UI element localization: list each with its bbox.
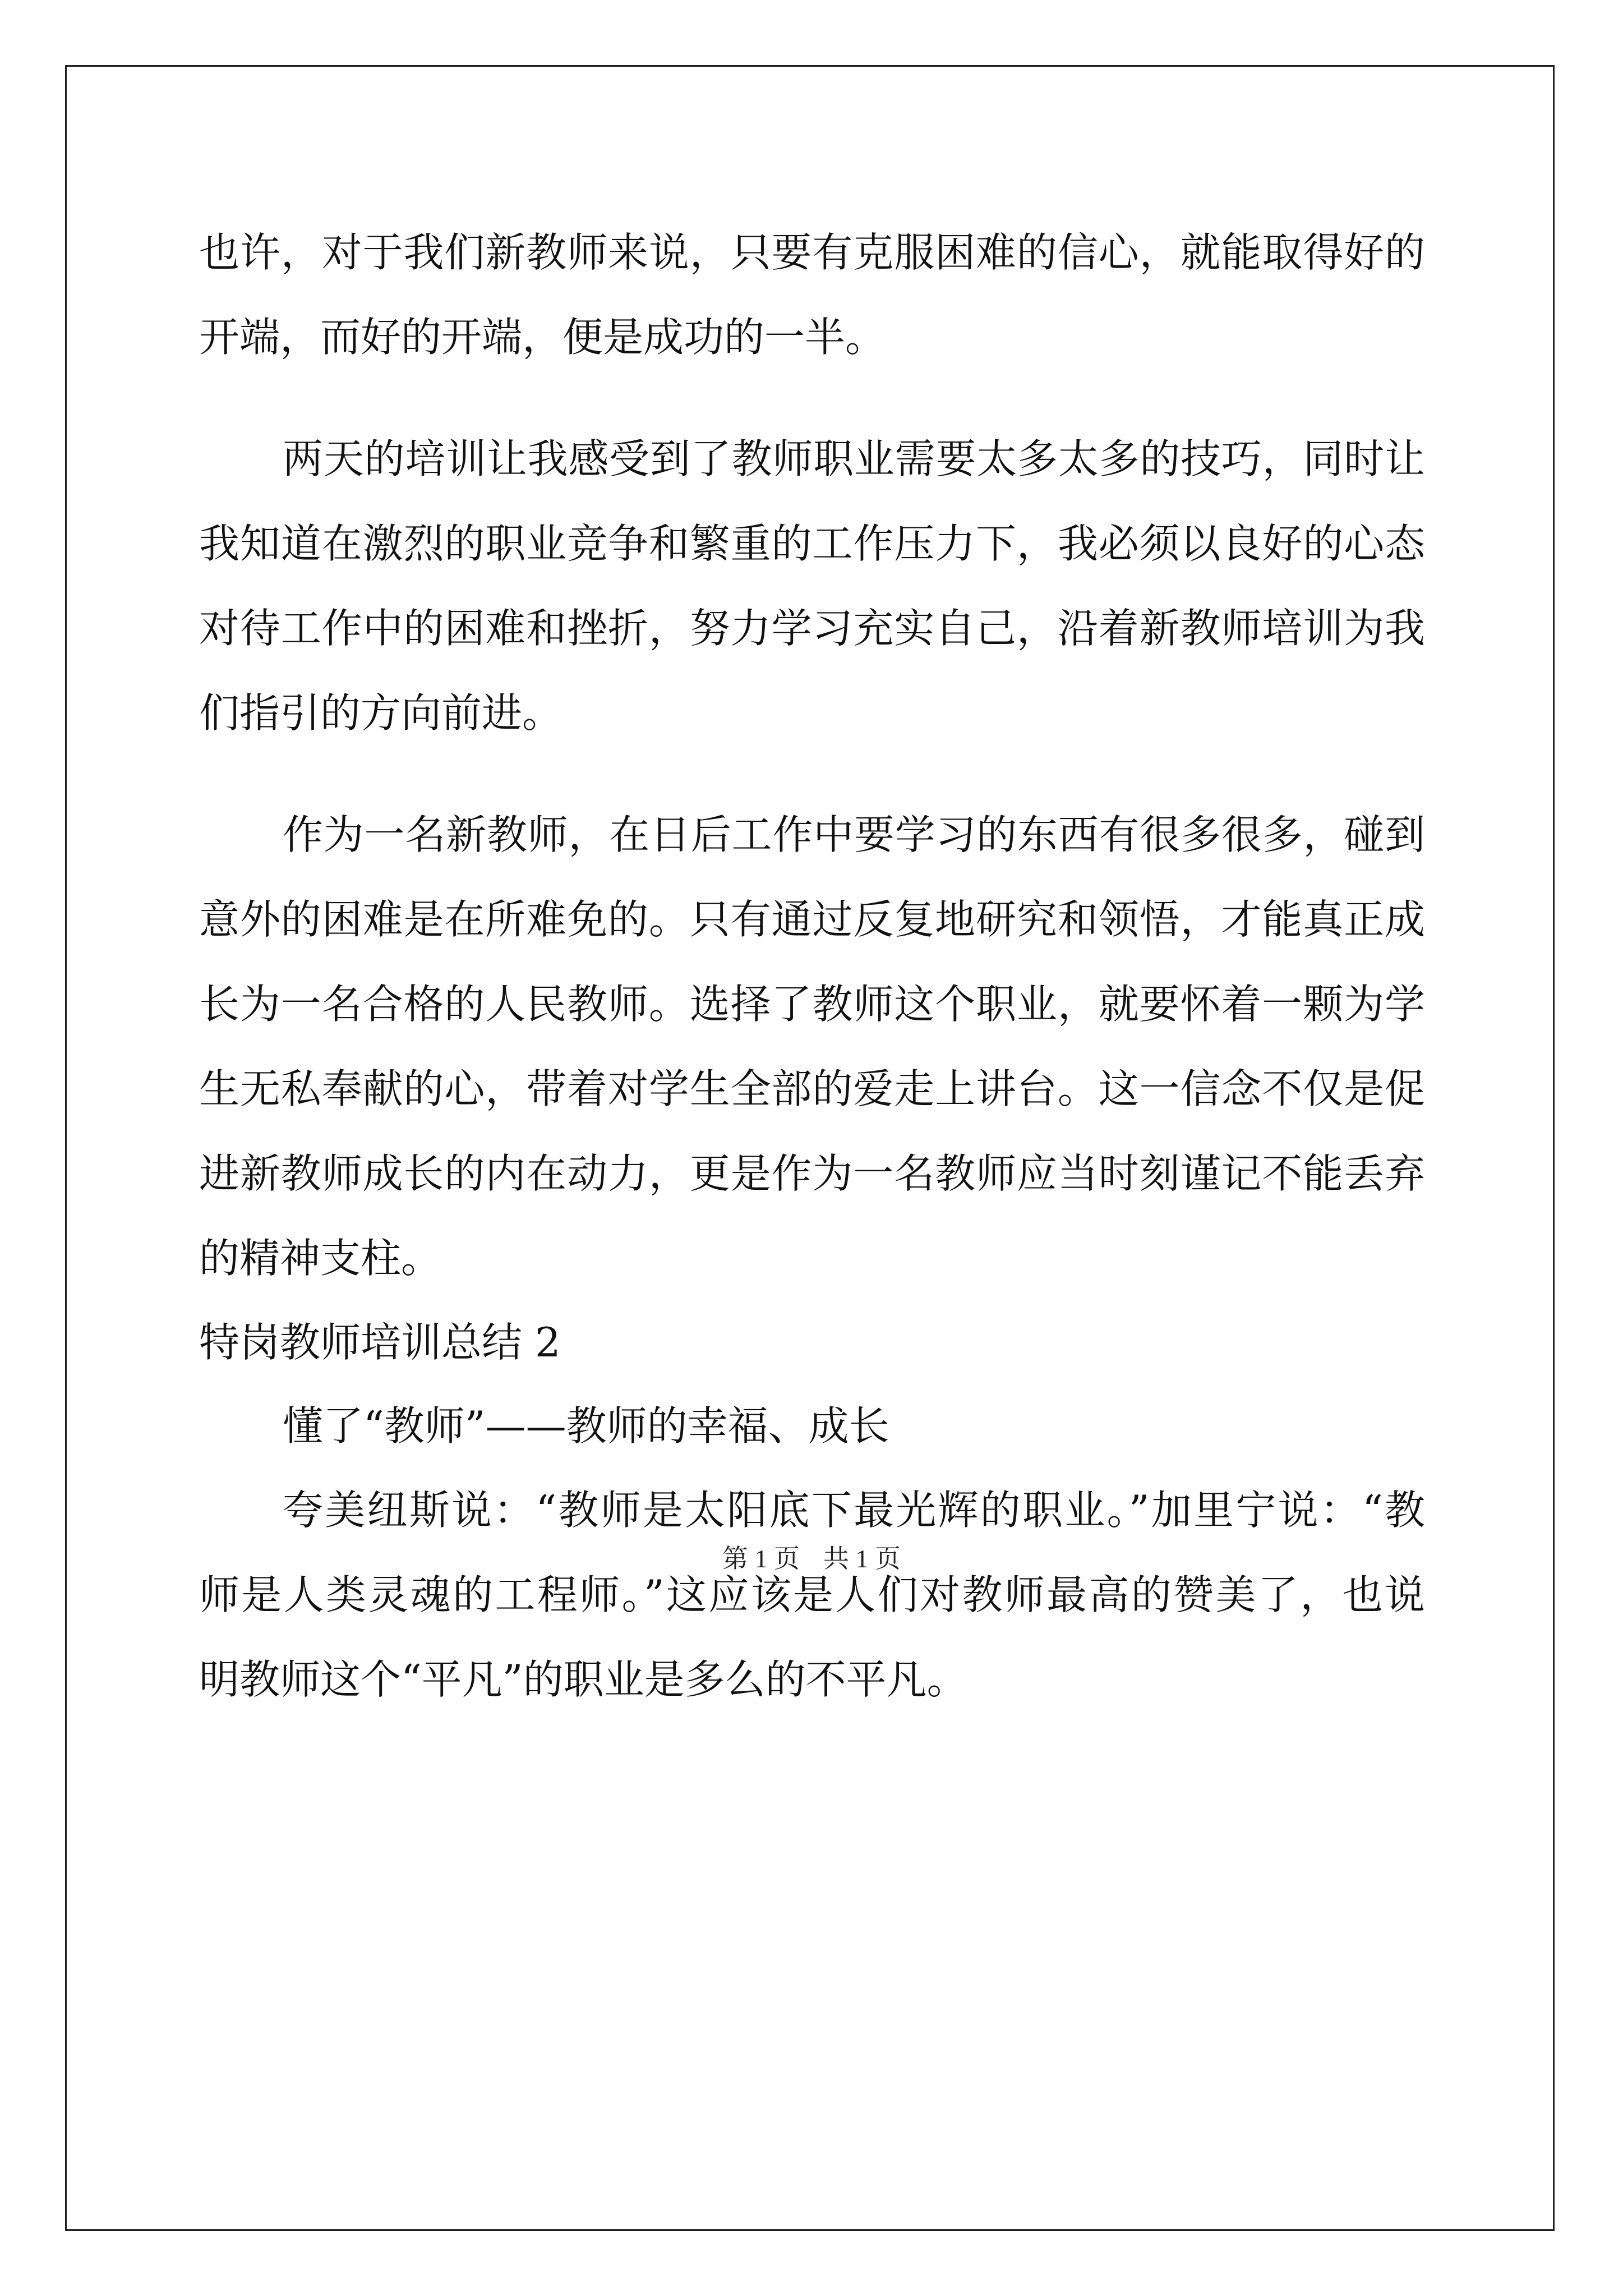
paragraph-line: 的精神支柱。: [199, 1235, 442, 1282]
paragraph-line: 我知道在激烈的职业竞争和繁重的工作压力下，我必须以良好的心态: [199, 520, 1425, 567]
paragraph-line: 明教师这个“平凡”的职业是多么的不平凡。: [199, 1656, 967, 1703]
paragraph-line: 开端，而好的开端，便是成功的一半。: [199, 314, 886, 361]
paragraph-line: 两天的培训让我感受到了教师职业需要太多太多的技巧，同时让: [283, 435, 1425, 482]
paragraph-line: 生无私奉献的心，带着对学生全部的爱走上讲台。这一信念不仅是促: [199, 1065, 1425, 1112]
paragraph-line: 也许，对于我们新教师来说，只要有克服困难的信心，就能取得好的: [199, 229, 1425, 276]
paragraph-line: 进新教师成长的内在动力，更是作为一名教师应当时刻谨记不能丢弃: [199, 1150, 1425, 1197]
section-heading: 特岗教师培训总结 2: [199, 1319, 561, 1366]
page-number-total: 共 1 页: [823, 1544, 901, 1573]
paragraph-line: 们指引的方向前进。: [199, 689, 563, 737]
paragraph-line: 意外的困难是在所难免的。只有通过反复地研究和领悟，才能真正成: [199, 896, 1425, 943]
paragraph-line: 师是人类灵魂的工程师。”这应该是人们对教师最高的赞美了，也说: [199, 1571, 1425, 1618]
paragraph-line: 夸美纽斯说：“教师是太阳底下最光辉的职业。”加里宁说：“教: [283, 1487, 1425, 1534]
paragraph-line: 长为一名合格的人民教师。选择了教师这个职业，就要怀着一颗为学: [199, 981, 1425, 1028]
paragraph-line: 对待工作中的困难和挫折，努力学习充实自己，沿着新教师培训为我: [199, 605, 1425, 652]
paragraph-line: 作为一名新教师，在日后工作中要学习的东西有很多很多，碰到: [283, 811, 1425, 858]
subheading-line: 懂了“教师”——教师的幸福、成长: [283, 1402, 889, 1450]
page-footer: [0, 1542, 1623, 1576]
page-number-current: 第 1 页: [722, 1544, 800, 1573]
